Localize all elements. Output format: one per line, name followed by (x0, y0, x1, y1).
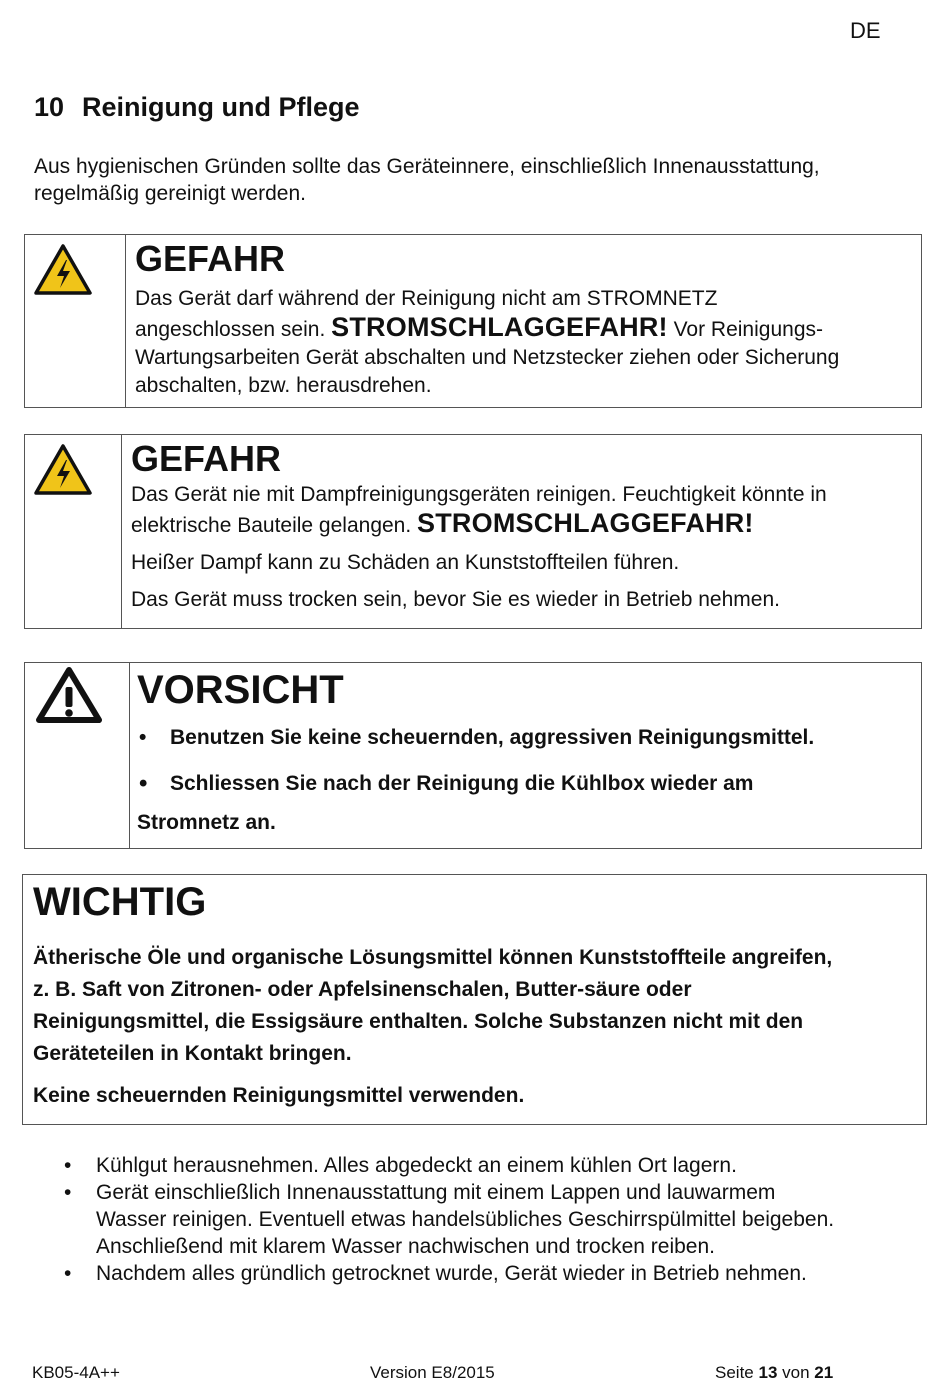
icon-cell (25, 663, 130, 848)
important-text-line: z. B. Saft von Zitronen- oder Apfelsinenschalen, Butter-säure oder (33, 978, 692, 1001)
caution-bullet (137, 770, 917, 798)
box-content (33, 879, 918, 1112)
danger-text-line: abschalten, bzw. herausdrehen. (135, 374, 432, 397)
box-content (131, 439, 916, 614)
shock-warning-text: STROMSCHLAGGEFAHR! (417, 508, 754, 538)
icon-cell (25, 435, 122, 628)
list-item-text: Nachdem alles gründlich getrocknet wurde, Gerät wieder in Betrieb nehmen. (96, 1262, 807, 1285)
text-span: elektrische Bauteile gelangen. (131, 514, 418, 537)
list-item-text: Gerät einschließlich Innenausstattung mit einem Lappen und lauwarmem (96, 1181, 776, 1204)
danger-text-line: Heißer Dampf kann zu Schäden an Kunststoffteilen führen. (131, 551, 680, 574)
text-span: Vor Reinigungs- (667, 318, 823, 341)
page-mid: von (777, 1363, 815, 1382)
page-current: 13 (758, 1363, 778, 1382)
list-item (64, 1260, 924, 1287)
danger-box-power (24, 234, 922, 408)
section-title (34, 92, 360, 123)
bullet-icon: • (64, 1262, 72, 1285)
footer-model: KB05-4A++ (32, 1363, 120, 1382)
important-text-line: Reinigungsmittel, die Essigsäure enthalten. Solche Substanzen nicht mit den (33, 1010, 804, 1033)
bullet-text: Benutzen Sie keine scheuernden, aggressiven Reinigungsmittel. (170, 726, 815, 749)
danger-heading: GEFAHR (135, 238, 286, 279)
danger-text-line: Wartungsarbeiten Gerät abschalten und Netzstecker ziehen oder Sicherung (135, 346, 840, 369)
list-item-text: Anschließend mit klarem Wasser nachwischen und trocken reiben. (96, 1235, 715, 1258)
important-heading: WICHTIG (33, 880, 207, 924)
list-item (64, 1179, 924, 1260)
bullet-icon: • (139, 726, 147, 749)
icon-cell (25, 235, 126, 407)
list-item (64, 1152, 924, 1179)
bullet-icon: • (139, 770, 148, 797)
shock-warning-text: STROMSCHLAGGEFAHR! (331, 312, 668, 342)
danger-text-line: Das Gerät nie mit Dampfreinigungsgeräten reinigen. Feuchtigkeit könnte in (131, 483, 827, 506)
important-box (22, 874, 927, 1125)
electric-hazard-icon (33, 243, 93, 297)
box-content (135, 239, 915, 400)
section-number: 10 (34, 92, 65, 122)
danger-box-steam (24, 434, 922, 629)
danger-heading: GEFAHR (131, 438, 282, 479)
important-text-line: Geräteteilen in Kontakt bringen. (33, 1042, 352, 1065)
list-item-text: Kühlgut herausnehmen. Alles abgedeckt an einem kühlen Ort lagern. (96, 1154, 737, 1177)
box-content (137, 667, 917, 837)
list-item-text: Wasser reinigen. Eventuell etwas handelsübliches Geschirrspülmittel beigeben. (96, 1208, 835, 1231)
danger-text-line: Das Gerät muss trocken sein, bevor Sie es wieder in Betrieb nehmen. (131, 588, 780, 611)
page-total: 21 (814, 1363, 834, 1382)
danger-text-line (135, 313, 915, 344)
bullet-icon: • (64, 1154, 72, 1177)
section-title-text: Reinigung und Pflege (82, 92, 360, 122)
caution-box (24, 662, 922, 849)
danger-text-line: Das Gerät darf während der Reinigung nicht am STROMNETZ (135, 287, 718, 310)
footer-page-number (715, 1363, 833, 1383)
danger-text-line (131, 509, 916, 540)
bullet-text: Schliessen Sie nach der Reinigung die Kühlbox wieder am (170, 772, 754, 795)
warning-exclamation-icon (35, 665, 103, 725)
cleaning-steps-list (64, 1152, 924, 1287)
intro-paragraph: Aus hygienischen Gründen sollte das Geräteinnere, einschließlich Innenausstattung, regelmäßig gereinigt werden. (34, 155, 820, 205)
language-code: DE (850, 18, 881, 43)
bullet-icon: • (64, 1181, 72, 1204)
important-text-line: Ätherische Öle und organische Lösungsmittel können Kunststoffteile angreifen, (33, 946, 833, 969)
caution-bullet (137, 724, 917, 752)
caution-bullet-continuation: Stromnetz an. (137, 811, 276, 834)
electric-hazard-icon (33, 443, 93, 497)
footer-version: Version E8/2015 (370, 1363, 495, 1382)
text-span: angeschlossen sein. (135, 318, 332, 341)
page-prefix: Seite (715, 1363, 759, 1382)
caution-heading: VORSICHT (137, 668, 344, 712)
important-text-line: Keine scheuernden Reinigungsmittel verwenden. (33, 1084, 525, 1107)
